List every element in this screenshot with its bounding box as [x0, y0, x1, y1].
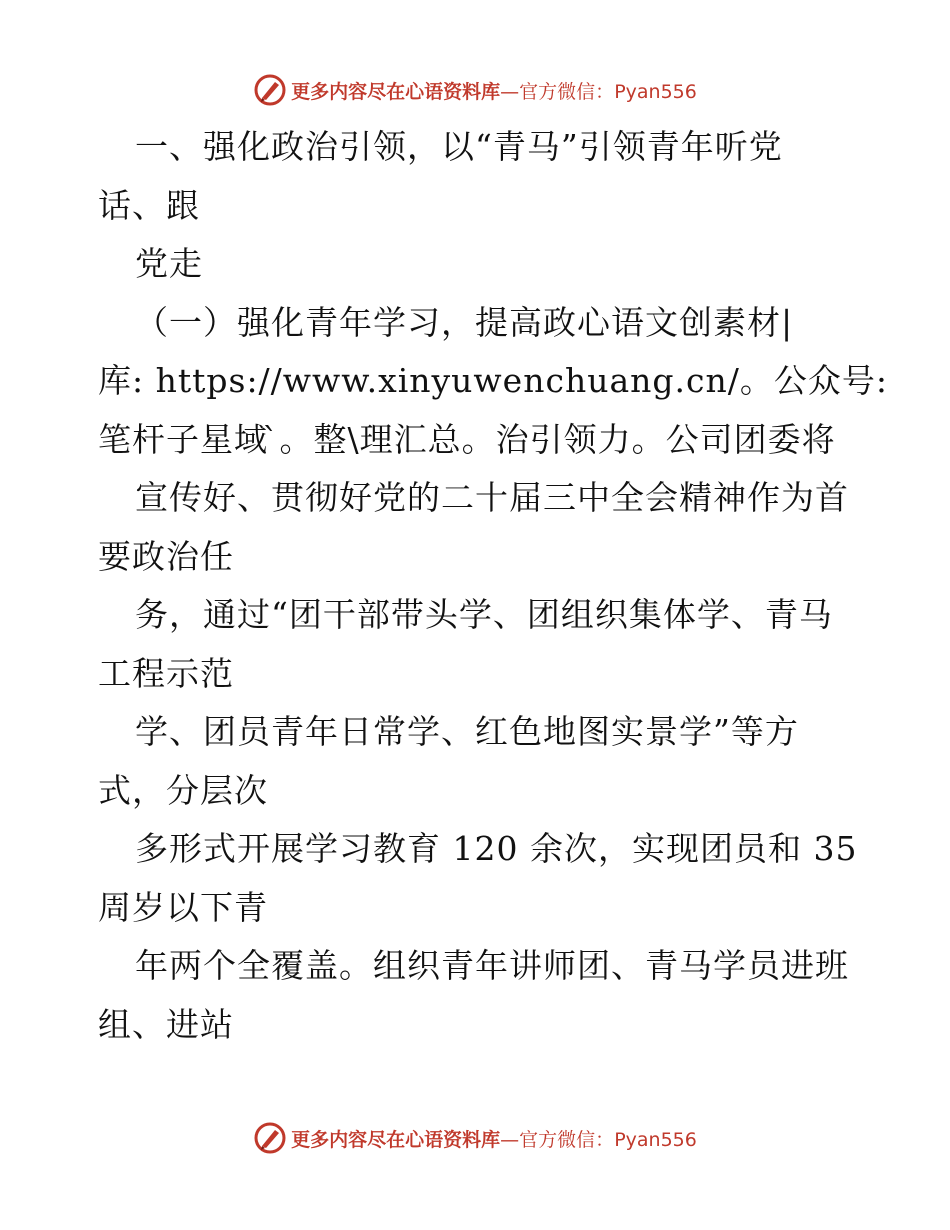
- text-line: 笔杆子星域 ̀。整\理汇总。治引领力。公司团委将: [98, 419, 836, 459]
- pen-logo-icon: [253, 1121, 287, 1155]
- text-line: 党走: [135, 244, 203, 283]
- watermark-dash: —: [500, 1128, 520, 1151]
- text-line: 工程示范: [98, 653, 234, 693]
- text-line: 周岁以下青: [98, 887, 268, 927]
- text-line: 务，通过“团干部带头学、团组织集体学、青马: [135, 595, 833, 634]
- text-line: 要政治任: [98, 536, 234, 576]
- text-line: 式，分层次: [98, 770, 268, 810]
- text-line: 话、跟: [98, 185, 200, 225]
- watermark-footer: [0, 1118, 950, 1158]
- watermark-text: [291, 77, 697, 104]
- text-line: 组、进站: [98, 1004, 234, 1044]
- watermark-main: 更多内容尽在心语资料库: [291, 80, 501, 103]
- watermark-dash: —: [500, 80, 520, 103]
- watermark-id: Pyan556: [614, 1128, 697, 1151]
- text-line: 多形式开展学习教育 120 余次，实现团员和 35: [135, 829, 858, 868]
- text-line: 学、团员青年日常学、红色地图实景学”等方: [135, 712, 799, 751]
- watermark-sub: 官方微信：: [519, 80, 615, 103]
- text-line: 一、强化政治引领，以“青马”引领青年听党: [135, 127, 783, 166]
- watermark-header: [0, 70, 950, 110]
- text-line: 库: https://www.xinyuwenchuang.cn/。公众号:: [98, 361, 888, 400]
- watermark-main: 更多内容尽在心语资料库: [291, 1128, 501, 1151]
- text-line: （一）强化青年学习，提高政心语文创素材|: [135, 302, 794, 342]
- text-line: 年两个全覆盖。组织青年讲师团、青马学员进班: [135, 946, 849, 985]
- watermark-id: Pyan556: [614, 80, 697, 103]
- text-line: 宣传好、贯彻好党的二十届三中全会精神作为首: [135, 478, 849, 517]
- document-body: [98, 118, 888, 1054]
- watermark-sub: 官方微信：: [519, 1128, 615, 1151]
- watermark-text: [291, 1125, 697, 1152]
- pen-logo-icon: [253, 73, 287, 107]
